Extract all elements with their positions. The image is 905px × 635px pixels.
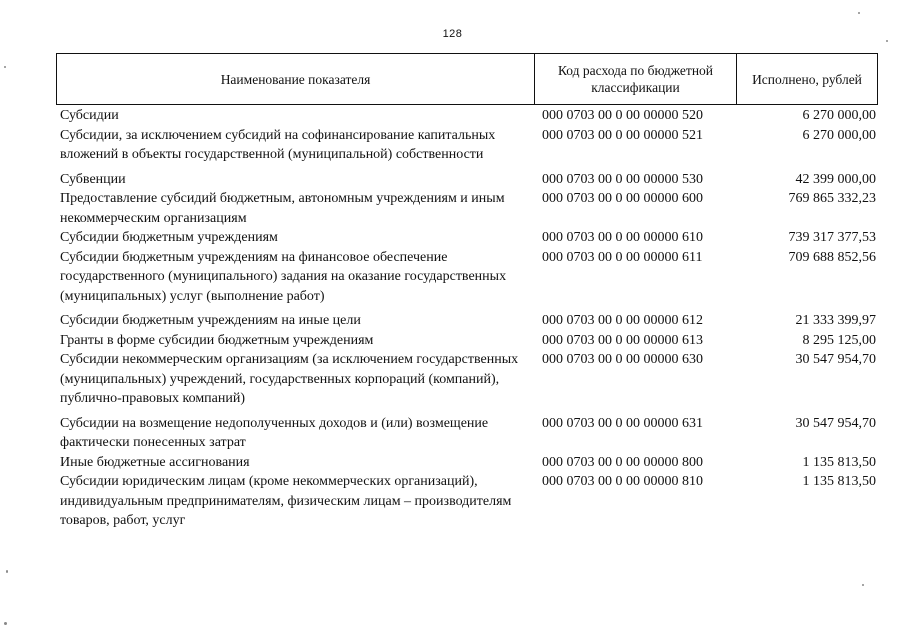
table-row — [56, 350, 878, 409]
row-name: Субсидии на возмещение недополученных доходов и (или) возмещение фактически понесенных затрат — [60, 415, 489, 450]
table-row — [56, 228, 878, 248]
row-code: 000 0703 00 0 00 00000 610 — [542, 230, 703, 245]
row-amount: 769 865 332,23 — [788, 191, 876, 206]
row-amount: 709 688 852,56 — [788, 249, 876, 265]
row-name: Субсидии — [60, 108, 119, 123]
row-name: Субсидии бюджетным учреждениям — [60, 230, 278, 245]
row-name: Субсидии юридическим лицам (кроме некоммерческих организаций), индивидуальным предпринимателям, физическим лицам – производителям товаров, работ, услуг — [60, 474, 512, 528]
scan-speck — [6, 570, 8, 573]
row-code: 000 0703 00 0 00 00000 521 — [542, 127, 703, 143]
table-body — [56, 106, 878, 531]
row-amount: 30 547 954,70 — [795, 352, 876, 367]
header-amount-column: Исполнено, рублей — [752, 71, 862, 87]
row-code: 000 0703 00 0 00 00000 810 — [542, 474, 703, 489]
table-row — [56, 170, 878, 190]
table-row — [56, 106, 878, 126]
row-code: 000 0703 00 0 00 00000 530 — [542, 171, 703, 187]
row-code: 000 0703 00 0 00 00000 600 — [542, 191, 703, 206]
row-code: 000 0703 00 0 00 00000 611 — [542, 249, 703, 265]
table-row — [56, 248, 878, 307]
row-name: Субсидии некоммерческим организациям (за исключением государственных (муниципальных) учреждений, государственных корпораций (компаний), публично-правовых компаний) — [60, 352, 519, 406]
row-name: Предоставление субсидий бюджетным, автономным учреждениям и иным некоммерческим организациям — [60, 191, 505, 226]
header-name-column: Наименование показателя — [57, 54, 535, 104]
row-name: Субвенции — [60, 171, 126, 187]
row-code: 000 0703 00 0 00 00000 612 — [542, 313, 703, 328]
row-name: Субсидии, за исключением субсидий на софинансирование капитальных вложений в объекты государственной (муниципальной) собственности — [60, 127, 496, 162]
table-row — [56, 126, 878, 165]
scan-speck — [862, 584, 864, 586]
table-row — [56, 331, 878, 351]
row-code: 000 0703 00 0 00 00000 613 — [542, 332, 703, 348]
row-code: 000 0703 00 0 00 00000 630 — [542, 352, 703, 367]
scan-speck — [886, 40, 888, 42]
page-number: 128 — [442, 28, 463, 40]
table-row — [56, 472, 878, 531]
row-amount: 1 135 813,50 — [802, 454, 876, 470]
row-amount: 21 333 399,97 — [795, 313, 876, 328]
table-row — [56, 311, 878, 331]
table-row — [56, 414, 878, 453]
row-name: Субсидии бюджетным учреждениям на финансовое обеспечение государственного (муниципального) задания на оказание государственных (муниципальных) услуг (выполнение работ) — [60, 249, 507, 304]
scan-speck — [4, 66, 6, 68]
row-code: 000 0703 00 0 00 00000 800 — [542, 454, 703, 470]
row-name: Иные бюджетные ассигнования — [60, 454, 250, 470]
row-code: 000 0703 00 0 00 00000 631 — [542, 415, 703, 431]
row-name: Субсидии бюджетным учреждениям на иные цели — [60, 313, 361, 328]
row-amount: 739 317 377,53 — [788, 230, 876, 245]
header-code-column: Код расхода по бюджетной классификации — [535, 54, 737, 104]
table-row — [56, 189, 878, 228]
row-amount: 30 547 954,70 — [795, 415, 876, 431]
row-amount: 8 295 125,00 — [802, 332, 876, 348]
row-amount: 6 270 000,00 — [802, 127, 876, 143]
row-amount: 1 135 813,50 — [802, 474, 876, 489]
row-amount: 42 399 000,00 — [795, 171, 876, 187]
table-header — [56, 53, 878, 105]
scan-speck — [4, 622, 7, 625]
row-code: 000 0703 00 0 00 00000 520 — [542, 108, 703, 123]
row-name: Гранты в форме субсидии бюджетным учреждениям — [60, 332, 374, 348]
row-amount: 6 270 000,00 — [802, 108, 876, 123]
table-row — [56, 453, 878, 473]
scan-speck — [858, 12, 860, 14]
